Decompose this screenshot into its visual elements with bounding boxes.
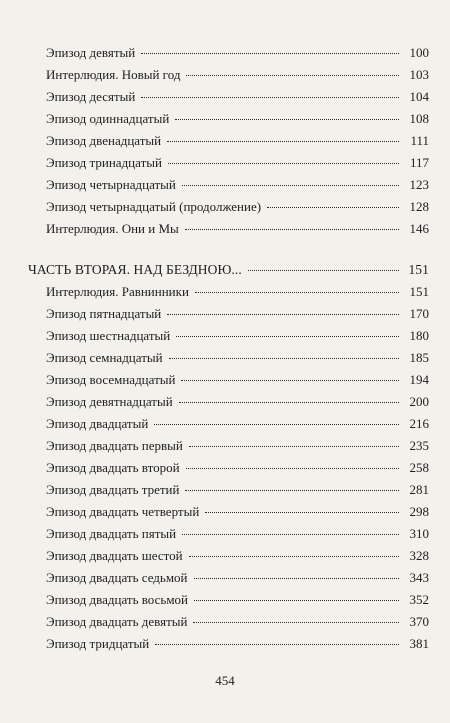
toc-entry: [46, 394, 429, 410]
dot-leader: [186, 468, 399, 469]
toc-entry-page: 100: [409, 45, 429, 60]
dot-leader: [205, 512, 399, 513]
toc-entry: [46, 89, 429, 105]
toc-entry-title: Эпизод девятнадцатый: [46, 394, 173, 409]
dot-leader: [167, 141, 399, 142]
toc-entry: [46, 570, 429, 586]
toc-entry-title: Интерлюдия. Новый год: [46, 67, 181, 82]
toc-entry-title: Эпизод девятый: [46, 45, 136, 60]
dot-leader: [168, 163, 399, 164]
toc-entry-page: 235: [409, 438, 429, 453]
toc-entry-title: Эпизод двадцать второй: [46, 460, 180, 475]
toc-entry: [46, 45, 429, 61]
toc-entry-title: Эпизод двадцать третий: [46, 482, 180, 497]
toc-entry: [46, 504, 429, 520]
dot-leader: [179, 402, 399, 403]
dot-leader: [186, 75, 399, 76]
toc-entry-title: Интерлюдия. Равнинники: [46, 284, 189, 299]
toc-entry: [46, 221, 429, 237]
toc-entry: [46, 416, 429, 432]
toc-entry-page: 180: [409, 328, 429, 343]
toc-entry-page: 381: [409, 636, 429, 651]
toc-entry-page: 328: [409, 548, 429, 563]
toc-entry-title: Эпизод двадцать седьмой: [46, 570, 188, 585]
toc-entry: [46, 177, 429, 193]
toc-entry: [46, 155, 429, 171]
toc-entry-page: 352: [409, 592, 429, 607]
toc-entry-page: 281: [409, 482, 429, 497]
dot-leader: [154, 424, 399, 425]
dot-leader: [176, 336, 399, 337]
toc-entry-title: Эпизод семнадцатый: [46, 350, 163, 365]
toc-entry-page: 117: [409, 155, 429, 170]
toc-part-title: ЧАСТЬ ВТОРАЯ. НАД БЕЗДНОЮ...: [28, 262, 242, 277]
toc-entry-page: 194: [409, 372, 429, 387]
toc-entry-page: 216: [409, 416, 429, 431]
toc-entry-title: Эпизод двадцать восьмой: [46, 592, 189, 607]
dot-leader: [167, 314, 399, 315]
dot-leader: [189, 556, 399, 557]
toc-entry-title: Эпизод тринадцатый: [46, 155, 162, 170]
toc-entry: [46, 111, 429, 127]
toc-entry: [46, 548, 429, 564]
toc-entry-page: 310: [409, 526, 429, 541]
toc-entry: [46, 482, 429, 498]
toc-entry-page: 370: [409, 614, 429, 629]
dot-leader: [141, 53, 399, 54]
toc-entry-title: Эпизод двадцатый: [46, 416, 149, 431]
toc-entry-page: 123: [409, 177, 429, 192]
dot-leader: [169, 358, 399, 359]
toc-entry-page: 111: [410, 133, 429, 148]
toc-entry: [46, 328, 429, 344]
toc-entry: [46, 614, 429, 630]
toc-entry-title: Эпизод тридцатый: [46, 636, 150, 651]
toc-entry: [46, 438, 429, 454]
toc-entry-title: Эпизод двадцать четвертый: [46, 504, 200, 519]
toc-entry-page: 258: [409, 460, 429, 475]
toc-entry: [46, 133, 429, 149]
toc-entry-title: Эпизод четырнадцатый (продолжение): [46, 199, 262, 214]
dot-leader: [248, 270, 399, 271]
toc-entry: [46, 526, 429, 542]
toc-entry-page: 200: [409, 394, 429, 409]
toc-entry-title: Эпизод двадцать девятый: [46, 614, 188, 629]
dot-leader: [181, 380, 399, 381]
toc-entry-title: Эпизод четырнадцатый: [46, 177, 176, 192]
toc-part-heading: [28, 262, 429, 278]
toc-entry-page: 108: [409, 111, 429, 126]
toc-entry-title: Интерлюдия. Они и Мы: [46, 221, 179, 236]
toc-entry-title: Эпизод двенадцатый: [46, 133, 162, 148]
toc-entry: [46, 592, 429, 608]
toc-entry: [46, 460, 429, 476]
toc-entry-title: Эпизод двадцать шестой: [46, 548, 183, 563]
dot-leader: [182, 185, 399, 186]
toc-entry-title: Эпизод десятый: [46, 89, 136, 104]
toc-entry-page: 185: [409, 350, 429, 365]
toc-entry-page: 151: [409, 284, 429, 299]
toc-entry: [46, 306, 429, 322]
dot-leader: [194, 578, 399, 579]
toc-entry: [46, 284, 429, 300]
toc-entry: [46, 372, 429, 388]
toc-entry-title: Эпизод двадцать первый: [46, 438, 183, 453]
toc-entry-page: 343: [409, 570, 429, 585]
toc-entry-title: Эпизод двадцать пятый: [46, 526, 177, 541]
toc-entry-page: 298: [409, 504, 429, 519]
toc-entry-title: Эпизод восемнадцатый: [46, 372, 176, 387]
dot-leader: [175, 119, 399, 120]
toc-entry-title: Эпизод шестнадцатый: [46, 328, 171, 343]
dot-leader: [155, 644, 399, 645]
dot-leader: [185, 490, 399, 491]
dot-leader: [182, 534, 399, 535]
toc-entry-page: 128: [409, 199, 429, 214]
dot-leader: [193, 622, 399, 623]
toc-entry-page: 151: [408, 262, 429, 277]
dot-leader: [141, 97, 399, 98]
dot-leader: [189, 446, 399, 447]
dot-leader: [267, 207, 399, 208]
dot-leader: [194, 600, 399, 601]
toc-entry: [46, 350, 429, 366]
toc-entry-page: 103: [409, 67, 429, 82]
dot-leader: [185, 229, 399, 230]
toc-entry-page: 170: [409, 306, 429, 321]
page-number: 454: [215, 673, 235, 688]
toc-entry-title: Эпизод пятнадцатый: [46, 306, 162, 321]
toc-entry-title: Эпизод одиннадцатый: [46, 111, 170, 126]
toc-entry: [46, 199, 429, 215]
toc-entry: [46, 67, 429, 83]
toc-entry: [46, 636, 429, 652]
dot-leader: [195, 292, 399, 293]
toc-entry-page: 146: [409, 221, 429, 236]
toc-entry-page: 104: [409, 89, 429, 104]
